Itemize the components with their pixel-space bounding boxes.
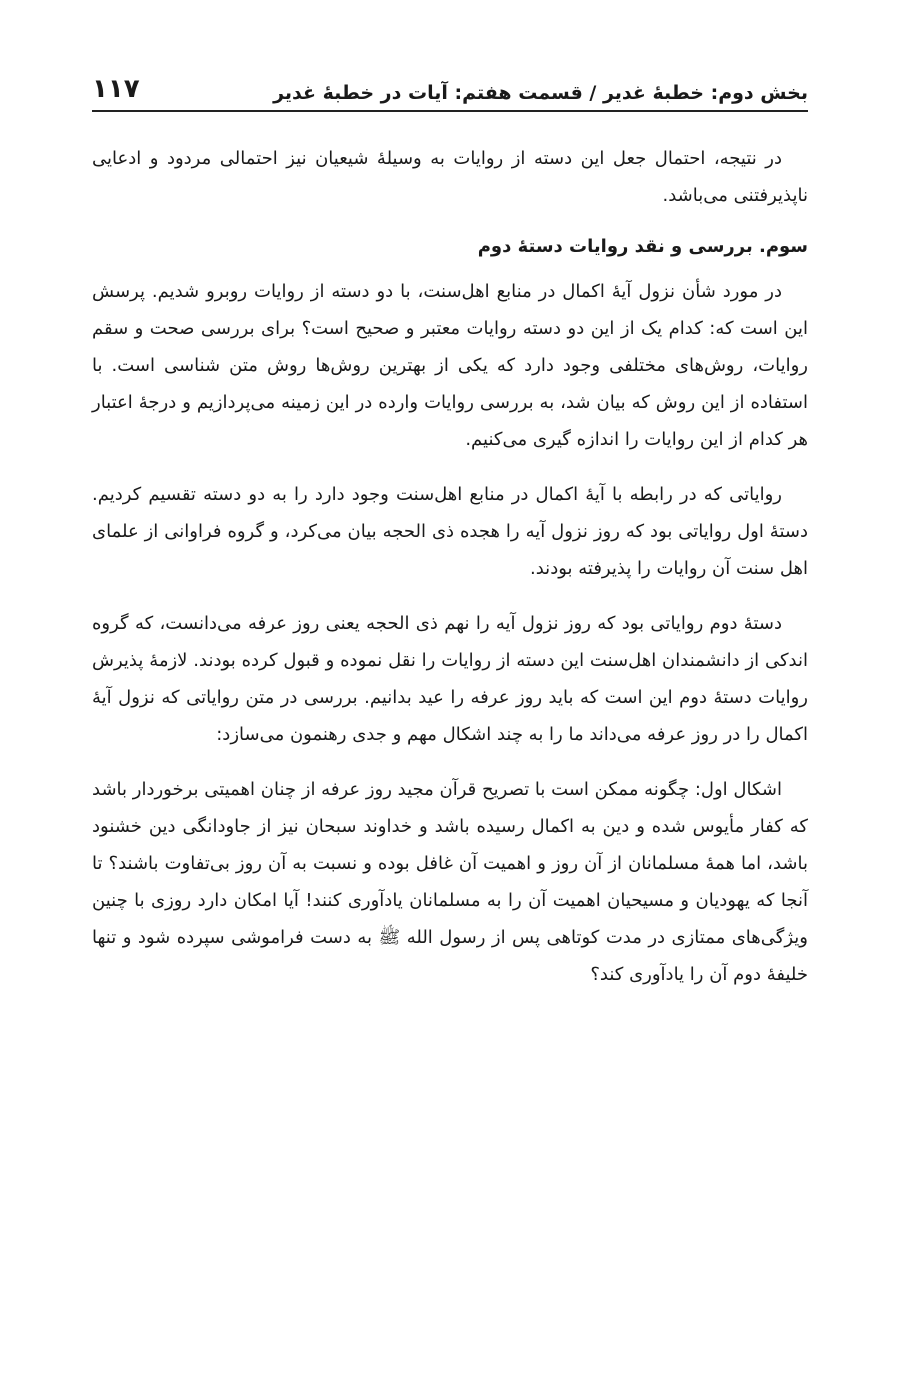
paragraph-gap xyxy=(92,753,808,771)
paragraph-first-group: روایاتی که در رابطه با آیهٔ اکمال در منابع اهل‌سنت وجود دارد را به دو دسته تقسیم کردیم. دستهٔ اول روایاتی بود که روز نزول آیه را هجده ذی الحجه بیان می‌کرد، و گروه فراوانی از علمای اهل سنت آن روایات را پذیرفته بودند. xyxy=(92,484,808,579)
paragraph-intro: در مورد شأن نزول آیهٔ اکمال در منابع اهل‌سنت، با دو دسته از روایات روبرو شدیم. پرسش این است که: کدام یک از این دو دسته روایات معتبر و صحیح است؟ برای بررسی صحت و سقم روایات، روش‌های مختلفی وجود دارد که یکی از بهترین روش‌ها روش متن شناسی است. با استفاده از این روش که بیان شد، به بررسی روایات وارده در این زمینه می‌پردازیم و درجهٔ اعتبار هر کدام از این روایات را اندازه گیری می‌کنیم. xyxy=(92,281,808,450)
paragraph-first-objection: اشکال اول: چگونه ممکن است با تصریح قرآن مجید روز عرفه از چنان اهمیتی برخوردار باشد که کفار مأیوس شده و دین به اکمال رسیده باشد و خداوند سبحان نیز از جاودانگی دین خشنود باشد، اما همهٔ مسلمانان از آن روز و اهمیت آن غافل بوده و نسبت به آن روز بی‌تفاوت باشند؟ تا آنجا که یهودیان و مسیحیان اهمیت آن را به مسلمانان یادآوری کنند! آیا امکان دارد روزی با چنین ویژگی‌های ممتازی در مدت کوتاهی پس از رسول الله ﷺ به دست فراموشی سپرده شود و تنها خلیفهٔ دوم آن را یادآوری کند؟ xyxy=(92,779,808,985)
section-heading: سوم. بررسی و نقد روایات دستهٔ دوم xyxy=(477,236,808,257)
paragraph-conclusion: در نتیجه، احتمال جعل این دسته از روایات به وسیلهٔ شیعیان نیز احتمالی مردود و ادعایی ناپذیرفتنی می‌باشد. xyxy=(92,148,808,206)
paragraph-gap xyxy=(92,458,808,476)
running-head: بخش دوم: خطبهٔ غدیر / قسمت هفتم: آیات در خطبهٔ غدیر xyxy=(273,82,808,104)
paragraph-second-group: دستهٔ دوم روایاتی بود که روز نزول آیه را نهم ذی الحجه یعنی روز عرفه می‌دانست، که گروه اندکی از دانشمندان اهل‌سنت این دسته از روایات را نقل نموده و قبول کرده بودند. لازمهٔ پذیرش روایات دستهٔ دوم این است که باید روز عرفه را عید بدانیم. بررسی در متن روایاتی که نزول آیهٔ اکمال را در روز عرفه می‌داند ما را به چند اشکال مهم و جدی رهنمون می‌سازد: xyxy=(92,613,808,745)
paragraph-gap xyxy=(92,587,808,605)
page-header xyxy=(92,62,808,112)
page-body xyxy=(92,140,808,993)
page-number: ۱۱۷ xyxy=(92,74,140,104)
